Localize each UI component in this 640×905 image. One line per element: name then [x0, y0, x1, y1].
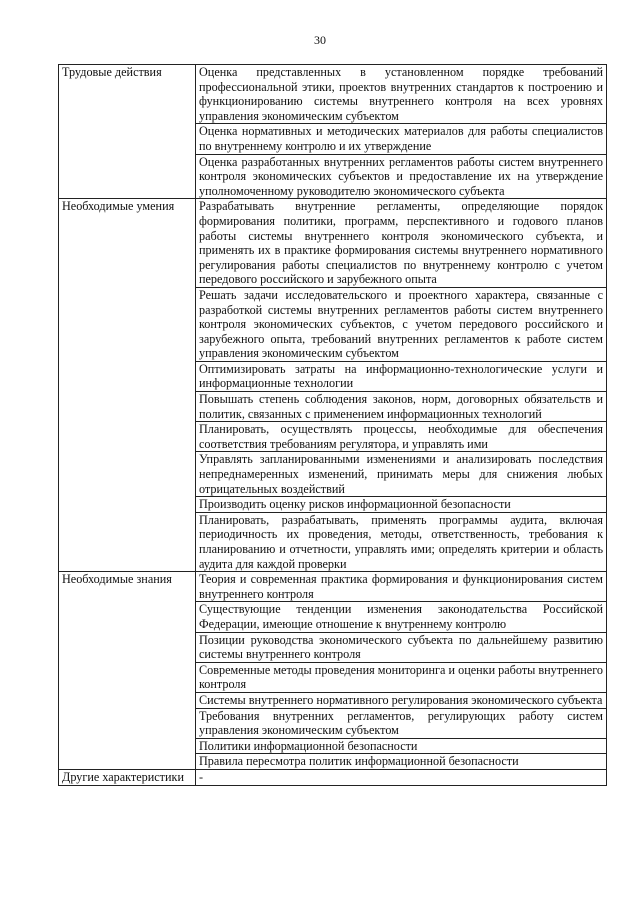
table-cell: Планировать, осуществлять процессы, необходимые для обеспечения соответствия требованиям регулятора, и управлять ими	[196, 422, 607, 452]
table-cell: Планировать, разрабатывать, применять программы аудита, включая периодичность их проведения, методы, ответственность, требования к планированию и отчетности, управлять ими; определять критерии и область аудита для каждой проверки	[196, 512, 607, 571]
page-number: 30	[314, 33, 326, 47]
table-cell: Теория и современная практика формирования и функционирования систем внутреннего контроля	[196, 572, 607, 602]
table-cell: Производить оценку рисков информационной безопасности	[196, 497, 607, 513]
table-cell: Оценка представленных в установленном порядке требований профессиональной этики, проектов внутренних стандартов к построению и функционированию системы внутреннего контроля на всех уровнях управления экономическим субъектом	[196, 65, 607, 124]
section-label-other: Другие характеристики	[59, 769, 196, 785]
table-row	[59, 572, 607, 602]
section-label-skills: Необходимые умения	[59, 199, 196, 572]
table-row	[59, 65, 607, 124]
section-label-labor-actions: Трудовые действия	[59, 65, 196, 199]
table-cell: Решать задачи исследовательского и проектного характера, связанные с разработкой системы внутренних регламентов работы систем внутреннего контроля экономических субъектов, с учетом передового российского и зарубежного опыта, требований внутренних регламентов к работе систем управления экономическим субъектом	[196, 287, 607, 361]
table-cell: -	[196, 769, 607, 785]
table-cell: Правила пересмотра политик информационной безопасности	[196, 754, 607, 770]
table-row	[59, 769, 607, 785]
table-row	[59, 199, 607, 288]
table-cell: Политики информационной безопасности	[196, 738, 607, 754]
table-cell: Требования внутренних регламентов, регулирующих работу систем управления экономическим субъектом	[196, 708, 607, 738]
table-cell: Системы внутреннего нормативного регулирования экономического субъекта	[196, 692, 607, 708]
table-cell: Повышать степень соблюдения законов, норм, договорных обязательств и политик, связанных с применением информационных технологий	[196, 392, 607, 422]
table-cell: Оптимизировать затраты на информационно-технологические услуги и информационные технологии	[196, 361, 607, 391]
table-cell: Существующие тенденции изменения законодательства Российской Федерации, имеющие отношение к внутреннему контролю	[196, 602, 607, 632]
table-cell: Позиции руководства экономического субъекта по дальнейшему развитию системы внутреннего контроля	[196, 632, 607, 662]
table-cell: Разрабатывать внутренние регламенты, определяющие порядок формирования политики, программ, перспективного и годового планов работы системы внутреннего контроля экономического субъекта, и применять их в практике формирования системы внутреннего нормативного регулирования работы специалистов по внутреннему контролю с учетом передового российского и зарубежного опыта	[196, 199, 607, 288]
table-cell: Современные методы проведения мониторинга и оценки работы внутреннего контроля	[196, 662, 607, 692]
table-cell: Управлять запланированными изменениями и анализировать последствия непреднамеренных изменений, принимать меры для снижения любых отрицательных воздействий	[196, 452, 607, 497]
table-cell: Оценка разработанных внутренних регламентов работы систем внутреннего контроля экономических субъектов и предоставление их на утверждение уполномоченному руководителю экономического субъекта	[196, 154, 607, 199]
table-cell: Оценка нормативных и методических материалов для работы специалистов по внутреннему контролю и их утверждение	[196, 124, 607, 154]
section-label-knowledge: Необходимые знания	[59, 572, 196, 770]
competency-table	[58, 64, 607, 786]
